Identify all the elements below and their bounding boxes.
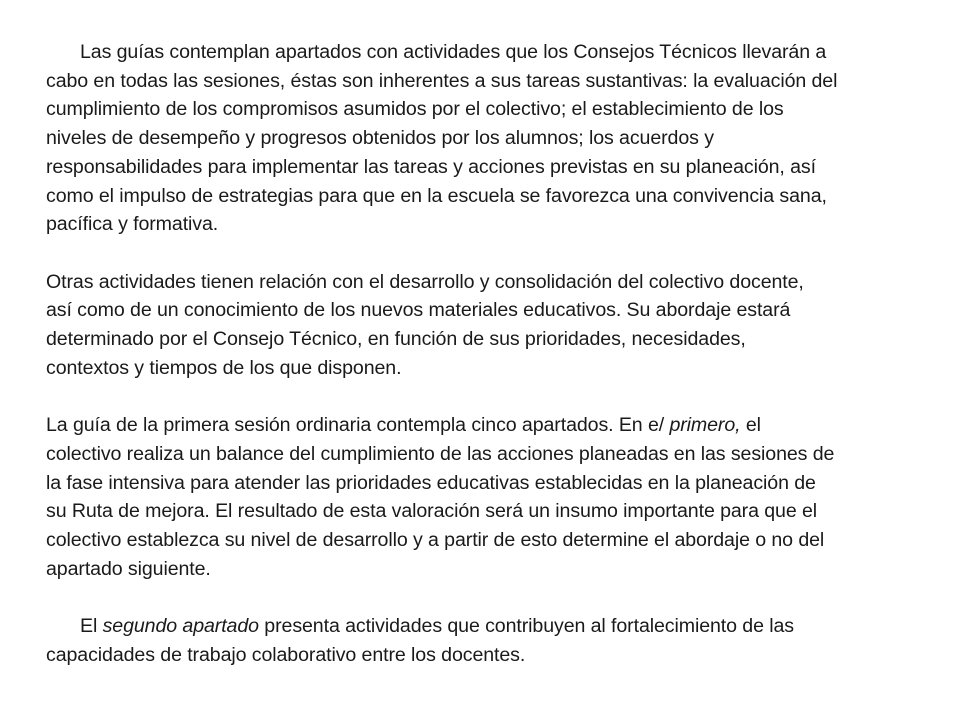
text-line: la fase intensiva para atender las prioridades educativas establecidas en la planeación de (46, 471, 816, 494)
text-line: colectivo establezca su nivel de desarrollo y a partir de esto determine el abordaje o no del (46, 528, 825, 551)
slide-text-body (46, 38, 936, 669)
text-line: Las guías contemplan apartados con actividades que los Consejos Técnicos llevarán a (80, 41, 827, 63)
text-line: cabo en todas las sesiones, éstas son inherentes a sus tareas sustantivas: la evaluación del (46, 69, 838, 92)
text-line: contextos y tiempos de los que disponen. (46, 356, 402, 379)
text-run: El (80, 615, 103, 638)
text-line: Otras actividades tienen relación con el desarrollo y consolidación del colectivo docente, (46, 270, 804, 293)
text-line (46, 612, 936, 641)
italic-text-segundo-apartado: segundo apartado (102, 615, 259, 638)
text-line: responsabilidades para implementar las tareas y acciones previstas en su planeación, así (46, 155, 816, 178)
text-line: niveles de desempeño y progresos obtenidos por los alumnos; los acuerdos y (46, 127, 714, 150)
paragraph-segundo-apartado (46, 612, 936, 669)
text-run: La guía de la primera sesión ordinaria contempla cinco apartados. En e/ (46, 414, 670, 437)
text-line: como el impulso de estrategias para que en la escuela se favorezca una convivencia sana, (46, 184, 827, 207)
text-line: pacífica y formativa. (46, 213, 219, 236)
italic-text-primero: primero, (669, 414, 741, 437)
text-line: así como de un conocimiento de los nuevos materiales educativos. Su abordaje estará (46, 299, 791, 322)
text-line: apartado siguiente. (46, 557, 211, 580)
text-line: cumplimiento de los compromisos asumidos por el colectivo; el establecimiento de los (46, 98, 784, 121)
text-line: determinado por el Consejo Técnico, en función de sus prioridades, necesidades, (46, 328, 746, 351)
paragraph-guias (46, 38, 936, 239)
text-line: capacidades de trabajo colaborativo entre los docentes. (46, 643, 526, 666)
paragraph-primera-sesion (46, 411, 936, 583)
text-run: el (740, 414, 761, 437)
text-line: colectivo realiza un balance del cumplimiento de las acciones planeadas en las sesiones de (46, 442, 835, 465)
paragraph-otras-actividades (46, 268, 936, 383)
text-run: presenta actividades que contribuyen al fortalecimiento de las (258, 615, 794, 638)
text-line: su Ruta de mejora. El resultado de esta valoración será un insumo importante para que el (46, 500, 818, 523)
text-line (46, 411, 936, 440)
